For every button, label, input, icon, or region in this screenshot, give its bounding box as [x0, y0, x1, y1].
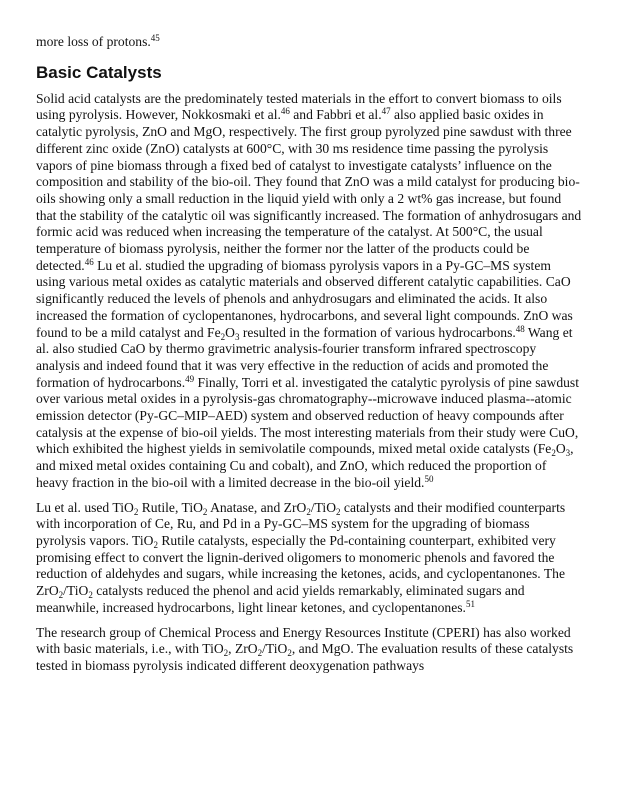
text-run: , and mixed metal oxides containing Cu and cobalt), and ZnO, which reduced the proportion of heavy fraction in the bio-oil with a limited decrease in the bio-oil yield.: [36, 441, 574, 490]
citation-ref: 50: [424, 473, 434, 484]
text-run: Anatase, and ZrO: [207, 499, 307, 515]
text-run: Solid acid catalysts are the predominately tested materials in the effort to convert biomass to oils using pyrolysis. However, Nokkosmaki et al.: [36, 90, 562, 123]
text-run: and Fabbri et al.: [289, 107, 382, 123]
text-run: resulted in the formation of various hydrocarbons.: [239, 324, 516, 340]
lead-line: [36, 34, 582, 51]
text-run: Lu et al. used TiO: [36, 499, 134, 515]
text-run: Lu et al. studied the upgrading of biomass pyrolysis vapors in a Py-GC–MS system using various metal oxides as catalytic materials and observed different catalytic capabilities. CaO significantly reduced the levels of phenols and anhydrosugars and eliminated the acids. It also increased the formation of cyclopentanones, hydrocarbons, and several light compounds. ZnO was found to be a mild catalyst and Fe: [36, 257, 573, 340]
citation-ref: 46: [84, 256, 94, 267]
citation-ref: 49: [185, 373, 195, 384]
subscript: 2: [306, 506, 311, 517]
text-run: /TiO: [63, 583, 89, 599]
text-run: Wang et al. also studied CaO by thermo gravimetric analysis-fourier transform infrared spectroscopy analysis and indeed found that it was very effective in the reduction of acids and promoted the formation of hydrocarbons.: [36, 324, 573, 390]
subscript: 2: [220, 331, 226, 342]
text-run: catalysts and their modified counterparts with incorporation of Ce, Ru, and Pd in a Py-GC–MS system for the upgrading of biomass pyrolysis vapors. TiO: [36, 499, 566, 548]
citation-ref: 45: [150, 33, 160, 43]
text-run: The research group of Chemical Process and Energy Resources Institute (CPERI) has also worked with basic materials, i.e., with TiO: [36, 624, 571, 657]
text-run: catalysts reduced the phenol and acid yields remarkably, eliminated sugars and meanwhile, increased hydrocarbons, light linear ketones, and cyclopentanones.: [36, 583, 525, 615]
citation-ref: 48: [515, 323, 525, 334]
text-run: also applied basic oxides in catalytic pyrolysis, ZnO and MgO, respectively. The first group pyrolyzed pine sawdust with three different zinc oxide (ZnO) catalysts at 600°C, with 30 ms residence time passing the pyrolysis vapors of pine biomass through a fixed bed of catalyst to investigate catalysts’ influence on the composition and stability of the bio-oil. They found that ZnO was a mild catalyst for producing bio-oils showing only a small reduction in the liquid yield with only a 2 wt% gas increase, but found that the stability of the catalytic oil was significantly increased. The formation of anhydrosugars and formic acid was reduced when increasing the temperature of the catalyst. At 500°C, the usual temperature of biomass pyrolysis, neither the former nor the latter of the products could be detected.: [36, 107, 582, 273]
subscript: 2: [287, 648, 292, 659]
subscript: 2: [153, 539, 158, 550]
subscript: 2: [257, 648, 263, 659]
subscript: 2: [133, 506, 139, 517]
paragraph-tio2-catalysts: [36, 500, 582, 617]
subscript: 2: [336, 506, 341, 517]
text-run: /TiO: [310, 499, 337, 515]
text-run: Finally, Torri et al. investigated the catalytic pyrolysis of pine sawdust over various metal oxides in a pyrolysis-gas chromatography--microwave induced plasma--atomic emission detector (Py-GC–MIP–AED) system and observed reduction of heavy compounds after catalysis at the expense of bio-oil yields. The most interesting materials from their study were CuO, which exhibited the highest yields in semivolatile compounds, mixed metal oxide catalysts (Fe: [36, 374, 580, 457]
text-run: /TiO: [262, 641, 288, 657]
subscript: 3: [565, 448, 571, 459]
subscript: 3: [234, 331, 240, 342]
text-run: , ZrO: [228, 641, 258, 657]
citation-ref: 51: [465, 598, 475, 609]
subscript: 2: [88, 590, 93, 601]
paragraph-cperi: [36, 625, 582, 675]
text-run: , and MgO. The evaluation results of these catalysts tested in biomass pyrolysis indicated different deoxygenation pathways: [36, 641, 574, 673]
section-heading: Basic Catalysts: [36, 62, 162, 82]
paragraph-basic-oxides: [36, 91, 582, 492]
subscript: 2: [223, 648, 229, 659]
subscript: 2: [202, 506, 208, 517]
subscript: 2: [551, 448, 556, 459]
lead-text: more loss of protons.: [36, 34, 151, 49]
document-page: [36, 34, 582, 683]
citation-ref: 46: [280, 106, 290, 117]
subscript: 2: [58, 590, 64, 601]
text-run: Rutile, TiO: [138, 499, 203, 515]
text-run: Rutile catalysts, especially the Pd-containing counterpart, exhibited very promising effect to convert the lignin-derived oligomers to monomeric phenols and favored the reduction of aldehydes and sugars, while increasing the ketones, acids, and cyclopentanones. The ZrO: [36, 532, 565, 599]
text-run: O: [555, 441, 566, 457]
citation-ref: 47: [381, 106, 391, 117]
text-run: O: [225, 324, 235, 340]
